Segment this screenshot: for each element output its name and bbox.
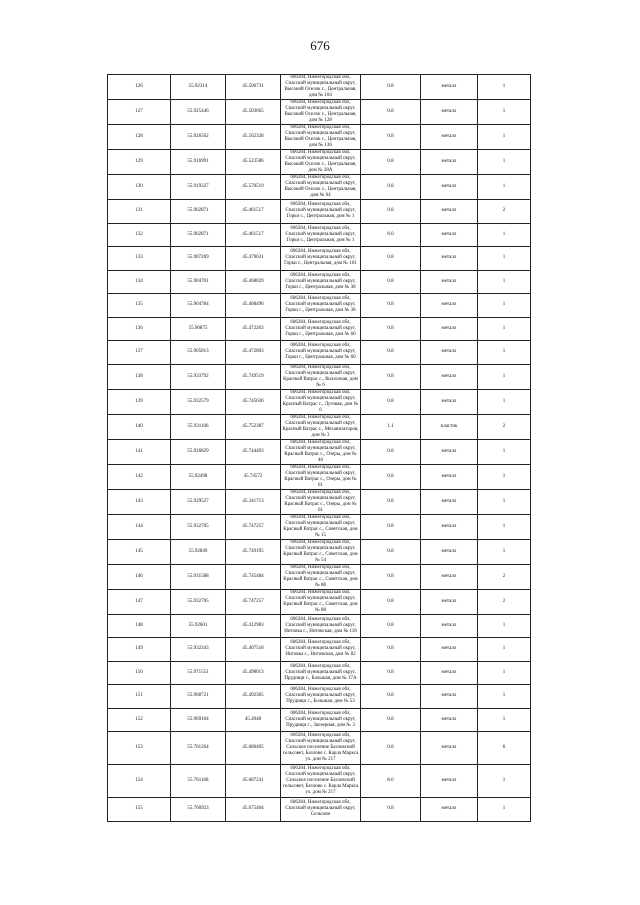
latitude-cell: 55.919327 [171, 175, 226, 200]
material-cell: металл [421, 200, 478, 224]
table-row [108, 589, 531, 614]
longitude-cell: 45.341713 [226, 489, 281, 514]
volume-cell: 0.8 [361, 614, 421, 638]
container-count-cell: 1 [478, 75, 531, 100]
volume-cell: 0.8 [361, 175, 421, 200]
volume-cell: 0.8 [361, 564, 421, 589]
volume-cell: 0.8 [361, 638, 421, 662]
row-number-cell: 133 [108, 247, 171, 271]
container-count-cell: 1 [478, 175, 531, 200]
row-number-cell: 152 [108, 708, 171, 732]
container-count-cell: 1 [478, 614, 531, 638]
table-row [108, 798, 531, 822]
container-count-cell: 1 [478, 317, 531, 341]
address-cell: 606284, Нижегородская обл, Спасский муниципальный округ, Горки с., Центральная, дом № 38 [281, 294, 361, 318]
table-row [108, 223, 531, 247]
material-cell: металл [421, 614, 478, 638]
material-cell: металл [421, 150, 478, 175]
container-count-cell: 1 [478, 489, 531, 514]
address-cell: 606284, Нижегородская обл, Спасский муниципальный округ, Красный Ватрас с., Озеры, дом № 40 [281, 439, 361, 464]
longitude-cell: 45.468029 [226, 270, 281, 294]
address-cell: 606284, Нижегородская обл, Спасский муниципальный округ, Прудищи с., Большая, дом № 53 [281, 685, 361, 709]
table-body [108, 75, 531, 822]
table-row [108, 317, 531, 341]
longitude-cell: 45.523586 [226, 150, 281, 175]
longitude-cell: 45.744493 [226, 439, 281, 464]
longitude-cell: 45.472803 [226, 341, 281, 365]
material-cell: пластик [421, 414, 478, 439]
latitude-cell: 55.932579 [171, 389, 226, 414]
volume-cell: 8.0 [361, 223, 421, 247]
table-row [108, 125, 531, 150]
latitude-cell: 55.926829 [171, 439, 226, 464]
longitude-cell: 45.461517 [226, 223, 281, 247]
row-number-cell: 149 [108, 638, 171, 662]
longitude-cell: 45.686405 [226, 732, 281, 765]
latitude-cell: 55.916991 [171, 150, 226, 175]
material-cell: металл [421, 638, 478, 662]
latitude-cell: 55.933792 [171, 364, 226, 389]
volume-cell: 0.8 [361, 708, 421, 732]
longitude-cell: 45.503665 [226, 100, 281, 125]
table-row [108, 464, 531, 489]
material-cell: металл [421, 175, 478, 200]
volume-cell: 0.8 [361, 389, 421, 414]
row-number-cell: 153 [108, 732, 171, 765]
volume-cell: 0.8 [361, 798, 421, 822]
volume-cell: 0.8 [361, 539, 421, 564]
address-cell: 606284, Нижегородская обл, Спасский муниципальный округ, Красный Ватрас с., Озеры, дом № 61 [281, 464, 361, 489]
container-count-cell: 1 [478, 364, 531, 389]
material-cell: металл [421, 489, 478, 514]
longitude-cell: 45.749519 [226, 364, 281, 389]
row-number-cell: 132 [108, 223, 171, 247]
container-count-cell: 1 [478, 341, 531, 365]
row-number-cell: 139 [108, 389, 171, 414]
table-row [108, 364, 531, 389]
latitude-cell: 55.904784 [171, 294, 226, 318]
address-cell: 606284, Нижегородская обл, Спасский муниципальный округ, Красный Ватрас с., Советская, дом № 54 [281, 539, 361, 564]
table-row [108, 200, 531, 224]
table-row [108, 564, 531, 589]
container-count-cell: 2 [478, 200, 531, 224]
material-cell: металл [421, 100, 478, 125]
row-number-cell: 129 [108, 150, 171, 175]
address-cell: 606284, Нижегородская обл, Спасский муниципальный округ, Высокий Оселок с., Центральная, дом № 128 [281, 100, 361, 125]
latitude-cell: 55.92314 [171, 75, 226, 100]
longitude-cell: 45.407518 [226, 638, 281, 662]
row-number-cell: 137 [108, 341, 171, 365]
row-number-cell: 148 [108, 614, 171, 638]
table-row [108, 514, 531, 539]
volume-cell: 0.8 [361, 270, 421, 294]
material-cell: металл [421, 708, 478, 732]
volume-cell: 0.8 [361, 341, 421, 365]
container-count-cell: 1 [478, 661, 531, 685]
material-cell: металл [421, 223, 478, 247]
table-row [108, 341, 531, 365]
row-number-cell: 135 [108, 294, 171, 318]
volume-cell: 0.8 [361, 464, 421, 489]
row-number-cell: 140 [108, 414, 171, 439]
volume-cell: 8.0 [361, 765, 421, 798]
page-number: 676 [310, 38, 330, 53]
table-row [108, 614, 531, 638]
row-number-cell: 136 [108, 317, 171, 341]
table-row [108, 661, 531, 685]
address-cell: 606284, Нижегородская обл, Спасский муниципальный округ, Горки с., Центральная, дом № 60 [281, 341, 361, 365]
row-number-cell: 144 [108, 514, 171, 539]
latitude-cell: 55.932705 [171, 589, 226, 614]
longitude-cell: 45.4948 [226, 708, 281, 732]
table-row [108, 247, 531, 271]
container-count-cell: 1 [478, 765, 531, 798]
material-cell: металл [421, 439, 478, 464]
longitude-cell: 45.562328 [226, 125, 281, 150]
material-cell: металл [421, 389, 478, 414]
table-row [108, 414, 531, 439]
row-number-cell: 146 [108, 564, 171, 589]
table-row [108, 100, 531, 125]
container-count-cell: 2 [478, 564, 531, 589]
row-number-cell: 143 [108, 489, 171, 514]
latitude-cell: 55.90875 [171, 317, 226, 341]
material-cell: металл [421, 589, 478, 614]
volume-cell: 0.8 [361, 732, 421, 765]
row-number-cell: 141 [108, 439, 171, 464]
address-cell: 606284, Нижегородская обл, Спасский муниципальный округ, Красный Ватрас с., Колхозная, дом № 6 [281, 364, 361, 389]
material-cell: металл [421, 294, 478, 318]
container-sites-table [107, 74, 531, 822]
material-cell: металл [421, 732, 478, 765]
volume-cell: 0.8 [361, 150, 421, 175]
volume-cell: 0.8 [361, 364, 421, 389]
volume-cell: 0.8 [361, 661, 421, 685]
row-number-cell: 150 [108, 661, 171, 685]
material-cell: металл [421, 247, 478, 271]
table-row [108, 389, 531, 414]
longitude-cell: 45.472263 [226, 317, 281, 341]
latitude-cell: 55.929527 [171, 489, 226, 514]
latitude-cell: 55.902871 [171, 200, 226, 224]
row-number-cell: 154 [108, 765, 171, 798]
longitude-cell: 45.687241 [226, 765, 281, 798]
row-number-cell: 151 [108, 685, 171, 709]
material-cell: металл [421, 464, 478, 489]
container-count-cell: 2 [478, 589, 531, 614]
latitude-cell: 55.932705 [171, 514, 226, 539]
volume-cell: 0.8 [361, 439, 421, 464]
container-count-cell: 1 [478, 125, 531, 150]
container-count-cell: 1 [478, 798, 531, 822]
material-cell: металл [421, 341, 478, 365]
table-row [108, 439, 531, 464]
material-cell: металл [421, 564, 478, 589]
material-cell: металл [421, 661, 478, 685]
volume-cell: 0.8 [361, 317, 421, 341]
latitude-cell: 55.904701 [171, 270, 226, 294]
table-row [108, 708, 531, 732]
table-row [108, 294, 531, 318]
volume-cell: 0.8 [361, 685, 421, 709]
volume-cell: 0.8 [361, 75, 421, 100]
longitude-cell: 45.498013 [226, 661, 281, 685]
row-number-cell: 134 [108, 270, 171, 294]
container-count-cell: 1 [478, 100, 531, 125]
table-row [108, 638, 531, 662]
table-row [108, 732, 531, 765]
latitude-cell: 55.931588 [171, 564, 226, 589]
table-row [108, 150, 531, 175]
address-cell: 606284, Нижегородская обл, Спасский муниципальный округ, Красный Ватрас с., Механизаторов, дом № 3 [281, 414, 361, 439]
address-cell: 606284, Нижегородская обл, Спасский муниципальный округ, Нитовка с., Нитовская, дом № 118 [281, 614, 361, 638]
latitude-cell: 55.931106 [171, 414, 226, 439]
table-row [108, 765, 531, 798]
latitude-cell: 55.969104 [171, 708, 226, 732]
latitude-cell: 55.905813 [171, 341, 226, 365]
table-row [108, 175, 531, 200]
address-cell: 606284, Нижегородская обл, Спасский муниципальный округ, Красный Ватрас с., Советская, дом № 15 [281, 514, 361, 539]
container-count-cell: 1 [478, 464, 531, 489]
container-count-cell: 2 [478, 414, 531, 439]
material-cell: металл [421, 765, 478, 798]
longitude-cell: 45.468496 [226, 294, 281, 318]
material-cell: металл [421, 685, 478, 709]
longitude-cell: 45.492305 [226, 685, 281, 709]
address-cell: 606284, Нижегородская обл, Спасский муниципальный округ, Горки с., Центральная, дом № 1 [281, 223, 361, 247]
address-cell: 606284, Нижегородская обл, Спасский муниципальный округ, Красный Ватрас с., Озеры, дом № 61 [281, 489, 361, 514]
row-number-cell: 145 [108, 539, 171, 564]
container-count-cell: 1 [478, 150, 531, 175]
latitude-cell: 55.92601 [171, 614, 226, 638]
container-count-cell: 1 [478, 439, 531, 464]
row-number-cell: 126 [108, 75, 171, 100]
container-count-cell: 1 [478, 514, 531, 539]
row-number-cell: 128 [108, 125, 171, 150]
container-count-cell: 1 [478, 247, 531, 271]
latitude-cell: 55.907269 [171, 247, 226, 271]
table-row [108, 489, 531, 514]
address-cell: 606284, Нижегородская обл, Спасский муниципальный округ, Красный Ватрас с., Луговая, дом № 6 [281, 389, 361, 414]
longitude-cell: 45.461517 [226, 200, 281, 224]
container-count-cell: 1 [478, 708, 531, 732]
latitude-cell: 55.92498 [171, 464, 226, 489]
volume-cell: 0.8 [361, 294, 421, 318]
row-number-cell: 138 [108, 364, 171, 389]
volume-cell: 0.8 [361, 125, 421, 150]
row-number-cell: 147 [108, 589, 171, 614]
container-count-cell: 1 [478, 539, 531, 564]
volume-cell: 0.8 [361, 514, 421, 539]
longitude-cell: 45.745636 [226, 389, 281, 414]
row-number-cell: 130 [108, 175, 171, 200]
latitude-cell: 55.925446 [171, 100, 226, 125]
row-number-cell: 142 [108, 464, 171, 489]
address-cell: 606284, Нижегородская обл, Спасский муниципальный округ, Высокий Оселок с., Центральная, дом № 136 [281, 125, 361, 150]
address-cell: 606284, Нижегородская обл, Спасский муниципальный округ, Красный Ватрас с., Советская, дом № 88 [281, 564, 361, 589]
address-cell: 606284, Нижегородская обл, Спасский муниципальный округ, Горки с., Центральная, дом № 38 [281, 270, 361, 294]
volume-cell: 0.8 [361, 589, 421, 614]
longitude-cell: 45.749195 [226, 539, 281, 564]
table-row [108, 270, 531, 294]
longitude-cell: 45.570519 [226, 175, 281, 200]
address-cell: 606284, Нижегородская обл, Спасский муниципальный округ, Сельское поселение Базловский сельсовет, Базлово с. Карла Маркса ул. дом № 217 [281, 732, 361, 765]
latitude-cell: 55.761168 [171, 765, 226, 798]
material-cell: металл [421, 364, 478, 389]
container-count-cell: 1 [478, 223, 531, 247]
volume-cell: 0.8 [361, 489, 421, 514]
container-count-cell: 1 [478, 294, 531, 318]
latitude-cell: 55.968721 [171, 685, 226, 709]
material-cell: металл [421, 514, 478, 539]
material-cell: металл [421, 539, 478, 564]
longitude-cell: 45.745484 [226, 564, 281, 589]
address-cell: 606284, Нижегородская обл, Спасский муниципальный округ, Высокий Оселок с., Центральная, дом № 104 [281, 75, 361, 100]
address-cell: 606284, Нижегородская обл, Спасский муниципальный округ, Высокий Оселок с., Центральная, дом № 28А [281, 150, 361, 175]
row-number-cell: 131 [108, 200, 171, 224]
longitude-cell: 45.412983 [226, 614, 281, 638]
latitude-cell: 55.932343 [171, 638, 226, 662]
volume-cell: 0.8 [361, 247, 421, 271]
material-cell: металл [421, 798, 478, 822]
address-cell: 606284, Нижегородская обл, Спасский муниципальный округ, Красный Ватрас с., Советская, дом № 88 [281, 589, 361, 614]
address-cell: 606284, Нижегородская обл, Спасский муниципальный округ, Прудищи с., Большая, дом № 17А [281, 661, 361, 685]
table-row [108, 75, 531, 100]
volume-cell: 0.8 [361, 100, 421, 125]
volume-cell: 0.8 [361, 200, 421, 224]
row-number-cell: 127 [108, 100, 171, 125]
address-cell: 606284, Нижегородская обл, Спасский муниципальный округ, Горки с., Центральная, дом № 1 [281, 200, 361, 224]
container-count-cell: 1 [478, 270, 531, 294]
material-cell: металл [421, 75, 478, 100]
address-cell: 606284, Нижегородская обл, Спасский муниципальный округ, Прудищи с., Заозерная, дом № 3 [281, 708, 361, 732]
table-row [108, 685, 531, 709]
latitude-cell: 55.761264 [171, 732, 226, 765]
longitude-cell: 45.752387 [226, 414, 281, 439]
latitude-cell: 55.92849 [171, 539, 226, 564]
longitude-cell: 45.747257 [226, 514, 281, 539]
container-count-cell: 1 [478, 685, 531, 709]
address-cell: 606284, Нижегородская обл, Спасский муниципальный округ, Нитовка с., Нитовская, дом № 82 [281, 638, 361, 662]
container-count-cell: 6 [478, 732, 531, 765]
longitude-cell: 45.506731 [226, 75, 281, 100]
longitude-cell: 45.747257 [226, 589, 281, 614]
address-cell: 606284, Нижегородская обл, Спасский муниципальный округ, Горки с., Центральная, дом № 101 [281, 247, 361, 271]
longitude-cell: 45.675404 [226, 798, 281, 822]
material-cell: металл [421, 125, 478, 150]
table-row [108, 539, 531, 564]
row-number-cell: 155 [108, 798, 171, 822]
material-cell: металл [421, 270, 478, 294]
latitude-cell: 55.926502 [171, 125, 226, 150]
address-cell: 606284, Нижегородская обл, Спасский муниципальный округ, Сельское поселение Базловский сельсовет, Базлово с. Карла Маркса ул. дом № 217 [281, 765, 361, 798]
address-cell: 606284, Нижегородская обл, Спасский муниципальный округ, Горки с., Центральная, дом № 60 [281, 317, 361, 341]
container-count-cell: 1 [478, 638, 531, 662]
address-cell: 606284, Нижегородская обл, Спасский муниципальный округ, Высокий Оселок с., Центральная, дом № 64 [281, 175, 361, 200]
longitude-cell: 45.74572 [226, 464, 281, 489]
container-count-cell: 1 [478, 389, 531, 414]
latitude-cell: 55.760923 [171, 798, 226, 822]
longitude-cell: 45.479031 [226, 247, 281, 271]
latitude-cell: 55.902871 [171, 223, 226, 247]
volume-cell: 1.1 [361, 414, 421, 439]
material-cell: металл [421, 317, 478, 341]
latitude-cell: 55.971551 [171, 661, 226, 685]
address-cell: 606284, Нижегородская обл, Спасский муниципальный округ, Сельское [281, 798, 361, 822]
